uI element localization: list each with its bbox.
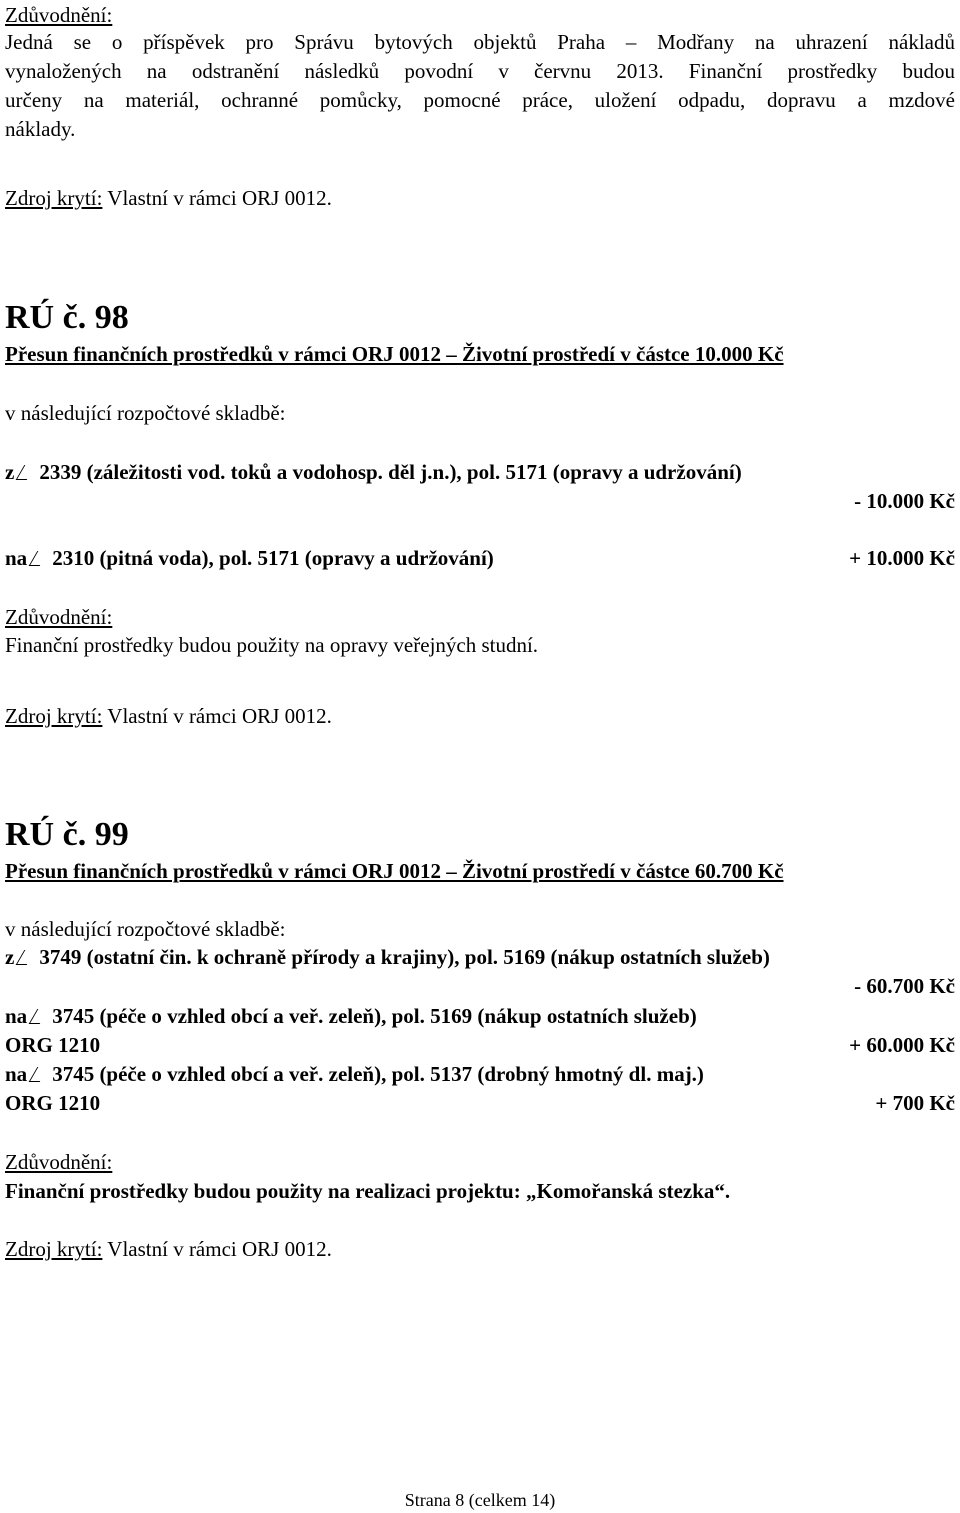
reason-heading: Zdůvodnění: xyxy=(5,1150,113,1174)
arrow-icon xyxy=(16,950,36,965)
funding-source-value: Vlastní v rámci ORJ 0012. xyxy=(102,186,332,210)
budget-amount: + 700 Kč xyxy=(875,1091,955,1115)
org-row xyxy=(5,1032,955,1059)
budget-amount: + 10.000 Kč xyxy=(849,546,955,570)
ru-title: RÚ č. 99 xyxy=(5,816,129,853)
budget-intro: v následující rozpočtové skladbě: xyxy=(5,917,286,941)
reason-text: Finanční prostředky budou použity na realizaci projektu: „Komořanská stezka“. xyxy=(5,1179,731,1203)
reason-text-line: vynaložených na odstranění následků povodní v červnu 2013. Finanční prostředky budou xyxy=(5,59,955,83)
budget-amount: + 60.000 Kč xyxy=(849,1033,955,1057)
funding-source-label: Zdroj krytí: xyxy=(5,1237,103,1261)
line-prefix: z xyxy=(5,945,15,969)
org-code: ORG 1210 xyxy=(5,1091,101,1115)
line-prefix: na xyxy=(5,546,28,570)
arrow-icon xyxy=(29,551,49,566)
budget-line-to xyxy=(5,545,955,572)
ru-subtitle: Přesun finančních prostředků v rámci ORJ 0012 – Životní prostředí v částce 60.700 Kč xyxy=(5,859,784,883)
ru-title: RÚ č. 98 xyxy=(5,299,129,336)
funding-source xyxy=(5,703,955,730)
reason-text-line: určeny na materiál, ochranné pomůcky, pomocné práce, uložení odpadu, dopravu a mzdové xyxy=(5,88,955,112)
budget-amount: - 10.000 Kč xyxy=(854,489,955,513)
funding-source xyxy=(5,1236,955,1263)
budget-intro: v následující rozpočtové skladbě: xyxy=(5,401,286,425)
line-prefix: na xyxy=(5,1062,28,1086)
line-text: 3745 (péče o vzhled obcí a veř. zeleň), pol. 5137 (drobný hmotný dl. maj.) xyxy=(52,1062,704,1086)
funding-source-value: Vlastní v rámci ORJ 0012. xyxy=(102,704,332,728)
reason-text-line: náklady. xyxy=(5,117,76,141)
org-row xyxy=(5,1090,955,1117)
org-code: ORG 1210 xyxy=(5,1033,101,1057)
arrow-icon xyxy=(29,1009,49,1024)
funding-source-label: Zdroj krytí: xyxy=(5,704,103,728)
reason-text: Finanční prostředky budou použity na opravy veřejných studní. xyxy=(5,633,539,657)
line-text: 3749 (ostatní čin. k ochraně přírody a krajiny), pol. 5169 (nákup ostatních služeb) xyxy=(39,945,770,969)
funding-source-label: Zdroj krytí: xyxy=(5,186,103,210)
line-text: 2339 (záležitosti vod. toků a vodohosp. děl j.n.), pol. 5171 (opravy a udržování) xyxy=(39,460,742,484)
budget-line-from xyxy=(5,459,955,486)
reason-heading: Zdůvodnění: xyxy=(5,605,113,629)
arrow-icon xyxy=(16,465,36,480)
budget-line-to xyxy=(5,1061,955,1088)
arrow-icon xyxy=(29,1067,49,1082)
reason-text-line: Jedná se o příspěvek pro Správu bytových objektů Praha – Modřany na uhrazení nákladů xyxy=(5,30,955,54)
page-footer: Strana 8 (celkem 14) xyxy=(404,1490,556,1510)
budget-line-to xyxy=(5,1003,955,1030)
budget-amount: - 60.700 Kč xyxy=(854,974,955,998)
funding-source xyxy=(5,185,955,212)
budget-line-from xyxy=(5,944,955,971)
line-text: 3745 (péče o vzhled obcí a veř. zeleň), pol. 5169 (nákup ostatních služeb) xyxy=(52,1004,697,1028)
line-prefix: z xyxy=(5,460,15,484)
line-prefix: na xyxy=(5,1004,28,1028)
ru-subtitle: Přesun finančních prostředků v rámci ORJ 0012 – Životní prostředí v částce 10.000 Kč xyxy=(5,342,784,366)
line-text: 2310 (pitná voda), pol. 5171 (opravy a udržování) xyxy=(52,546,494,570)
reason-heading: Zdůvodnění: xyxy=(5,3,113,27)
funding-source-value: Vlastní v rámci ORJ 0012. xyxy=(102,1237,332,1261)
